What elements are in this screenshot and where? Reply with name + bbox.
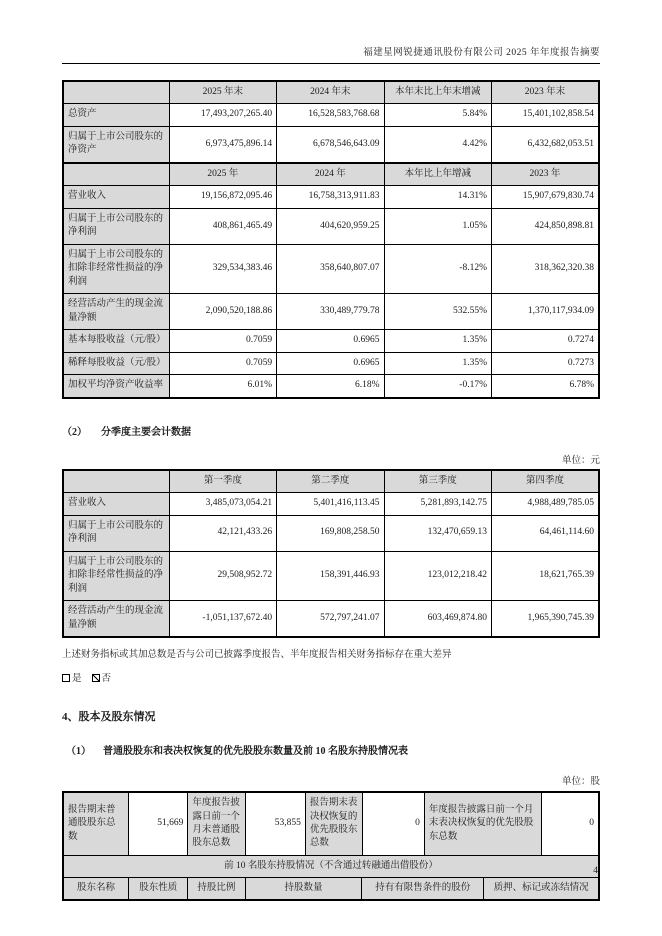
share-section-title — [62, 708, 600, 724]
shareholder-summary-row — [64, 793, 598, 855]
section-number: （1） — [66, 746, 91, 758]
option-no-label: 否 — [101, 674, 112, 685]
yes-no-options — [62, 670, 600, 684]
shareholder-table — [62, 791, 600, 901]
summary-value: 0 — [362, 793, 424, 855]
cell-value: 6,678,546,643.09 — [277, 126, 384, 162]
cell-value: 1.05% — [384, 208, 491, 244]
page-content — [62, 0, 600, 901]
holder-header-cell: 持股比例 — [188, 877, 245, 899]
top10-banner-text: 前 10 名股东持股情况（不含通过转融通出借股份） — [64, 855, 598, 877]
note-text: 上述财务指标或其加总数是否与公司已披露季度报告、半年度报告相关财务指标存在重大差异 — [62, 650, 452, 661]
cell-value: 424,850,898.81 — [491, 208, 599, 244]
share-subsection-title — [62, 742, 600, 757]
summary-value: 0 — [542, 793, 598, 855]
cell-value: 318,362,320.38 — [491, 244, 599, 293]
cell-value: 132,470,659.13 — [384, 515, 491, 551]
cell-value: 6.78% — [491, 375, 599, 398]
cell-value: 330,489,779.78 — [277, 294, 384, 330]
row-label: 营业收入 — [63, 186, 169, 208]
cell-value: 0.7273 — [491, 352, 599, 374]
cell-value: 0.7059 — [169, 330, 276, 352]
cell-value: 5,281,893,142.75 — [384, 493, 491, 515]
header-cell: 第一季度 — [169, 470, 276, 493]
holder-header-cell: 持有有限售条件的股份 — [362, 877, 484, 899]
unit-label-yuan — [62, 452, 600, 466]
cell-value: 6.01% — [169, 375, 276, 398]
cell-value: 64,461,114.60 — [491, 515, 599, 551]
cell-value: 5,401,416,113.45 — [277, 493, 384, 515]
table-row-net-assets — [63, 126, 599, 162]
summary-value: 51,669 — [129, 793, 188, 855]
row-label: 归属于上市公司股东的净利润 — [63, 515, 169, 551]
table-row-q-revenue — [63, 493, 599, 515]
cell-value: -0.17% — [384, 375, 491, 398]
row-label: 经营活动产生的现金流量净额 — [63, 294, 169, 330]
cell-value: 5.84% — [384, 104, 491, 126]
cell-value: 532.55% — [384, 294, 491, 330]
section-title-text: 股本及股东情况 — [78, 711, 156, 724]
document-header — [62, 0, 600, 64]
unit-text: 单位：股 — [561, 777, 600, 788]
cell-value: 17,493,207,265.40 — [169, 104, 276, 126]
cell-value: 0.7059 — [169, 352, 276, 374]
holder-header-cell: 持股数量 — [245, 877, 362, 899]
document-title: 福建星网锐捷通讯股份有限公司 2025 年年度报告摘要 — [363, 48, 600, 58]
cell-value: 6.18% — [277, 375, 384, 398]
cell-value: 408,861,465.49 — [169, 208, 276, 244]
annual-header-row-yearend — [63, 81, 599, 104]
header-cell: 2023 年 — [491, 163, 599, 186]
unit-text: 单位：元 — [561, 455, 600, 466]
cell-value: 15,907,679,830.74 — [491, 186, 599, 208]
cell-value: 2,090,520,188.86 — [169, 294, 276, 330]
option-yes-label: 是 — [72, 674, 82, 685]
holder-header-cell: 股东名称 — [64, 877, 129, 899]
cell-value: 603,469,874.80 — [384, 601, 491, 637]
unit-label-shares — [62, 773, 600, 787]
header-cell: 2024 年末 — [277, 81, 384, 104]
cell-value: 16,528,583,768.68 — [277, 104, 384, 126]
row-label: 经营活动产生的现金流量净额 — [63, 601, 169, 637]
header-cell: 本年末比上年末增减 — [384, 81, 491, 104]
cell-value: -8.12% — [384, 244, 491, 293]
cell-value: 42,121,433.26 — [169, 515, 276, 551]
table-row-q-net-profit — [63, 515, 599, 551]
section-number: （2） — [62, 426, 87, 438]
row-label: 归属于上市公司股东的净利润 — [63, 208, 169, 244]
annual-header-row-year — [63, 163, 599, 186]
header-cell: 2023 年末 — [491, 81, 599, 104]
cell-value: 15,401,102,858.54 — [491, 104, 599, 126]
row-label: 归属于上市公司股东的净资产 — [63, 126, 169, 162]
header-cell: 第四季度 — [491, 470, 599, 493]
row-label: 总资产 — [63, 104, 169, 126]
row-label: 归属于上市公司股东的扣除非经常性损益的净利润 — [63, 551, 169, 600]
row-label: 营业收入 — [63, 493, 169, 515]
difference-note — [62, 648, 600, 662]
quarterly-header-row — [63, 470, 599, 493]
header-cell: 第二季度 — [277, 470, 384, 493]
table-row-total-assets — [63, 104, 599, 126]
checkbox-yes-unchecked-icon — [62, 674, 70, 682]
table-row-operating-cashflow — [63, 294, 599, 330]
cell-value: 29,508,952.72 — [169, 551, 276, 600]
cell-value: 14.31% — [384, 186, 491, 208]
table-row-basic-eps — [63, 330, 599, 352]
cell-value: -1,051,137,672.40 — [169, 601, 276, 637]
cell-value: 158,391,446.93 — [277, 551, 384, 600]
cell-value: 6,432,682,053.51 — [491, 126, 599, 162]
row-label: 加权平均净资产收益率 — [63, 375, 169, 398]
cell-value: 1.35% — [384, 330, 491, 352]
summary-value: 53,855 — [245, 793, 305, 855]
cell-value: 572,797,241.07 — [277, 601, 384, 637]
holder-header-row — [64, 877, 598, 899]
cell-value: 404,620,959.25 — [277, 208, 384, 244]
header-cell — [63, 163, 169, 186]
cell-value: 1,965,390,745.39 — [491, 601, 599, 637]
cell-value: 6,973,475,896.14 — [169, 126, 276, 162]
table-row-q-cashflow — [63, 601, 599, 637]
summary-label: 年度报告披露日前一个月末普通股股东总数 — [188, 793, 245, 855]
cell-value: 0.6965 — [277, 352, 384, 374]
section-title-text: 分季度主要会计数据 — [101, 426, 191, 438]
cell-value: 4,988,489,785.05 — [491, 493, 599, 515]
cell-value: 1,370,117,934.09 — [491, 294, 599, 330]
cell-value: 0.7274 — [491, 330, 599, 352]
cell-value: 0.6965 — [277, 330, 384, 352]
table-row-revenue — [63, 186, 599, 208]
summary-label: 报告期末表决权恢复的优先股股东总数 — [305, 793, 362, 855]
header-cell: 第三季度 — [384, 470, 491, 493]
holder-header-cell: 质押、标记或冻结情况 — [484, 877, 598, 899]
row-label: 稀释每股收益（元/股） — [63, 352, 169, 374]
summary-label: 报告期末普通股股东总数 — [64, 793, 129, 855]
cell-value: 16,758,313,911.83 — [277, 186, 384, 208]
quarter-section-title — [62, 423, 600, 438]
cell-value: 19,156,872,095.46 — [169, 186, 276, 208]
holder-header-cell: 股东性质 — [129, 877, 188, 899]
row-label: 归属于上市公司股东的扣除非经常性损益的净利润 — [63, 244, 169, 293]
table-row-net-profit — [63, 208, 599, 244]
section-title-text: 普通股股东和表决权恢复的优先股股东数量及前 10 名股东持股情况表 — [103, 746, 408, 758]
header-cell: 2024 年 — [277, 163, 384, 186]
cell-value: 358,640,807.07 — [277, 244, 384, 293]
cell-value: 4.42% — [384, 126, 491, 162]
cell-value: 1.35% — [384, 352, 491, 374]
cell-value: 3,485,073,054.21 — [169, 493, 276, 515]
top10-banner-row — [64, 855, 598, 878]
quarterly-table — [62, 469, 600, 638]
cell-value: 123,012,218.42 — [384, 551, 491, 600]
table-row-deducted-net-profit — [63, 244, 599, 293]
header-cell: 2025 年末 — [169, 81, 276, 104]
header-cell: 本年比上年增减 — [384, 163, 491, 186]
section-number: 4、 — [62, 711, 79, 724]
table-row-diluted-eps — [63, 352, 599, 374]
header-cell: 2025 年 — [169, 163, 276, 186]
table-row-q-deducted-profit — [63, 551, 599, 600]
row-label: 基本每股收益（元/股） — [63, 330, 169, 352]
header-cell — [63, 81, 169, 104]
table-row-roe — [63, 375, 599, 398]
page-number: 4 — [593, 866, 598, 876]
summary-label: 年度报告披露日前一个月末表决权恢复的优先股股东总数 — [424, 793, 541, 855]
header-cell — [63, 470, 169, 493]
cell-value: 169,808,258.50 — [277, 515, 384, 551]
checkbox-no-checked-icon — [92, 674, 100, 682]
cell-value: 18,621,765.39 — [491, 551, 599, 600]
annual-financial-table — [62, 80, 600, 399]
cell-value: 329,534,383.46 — [169, 244, 276, 293]
